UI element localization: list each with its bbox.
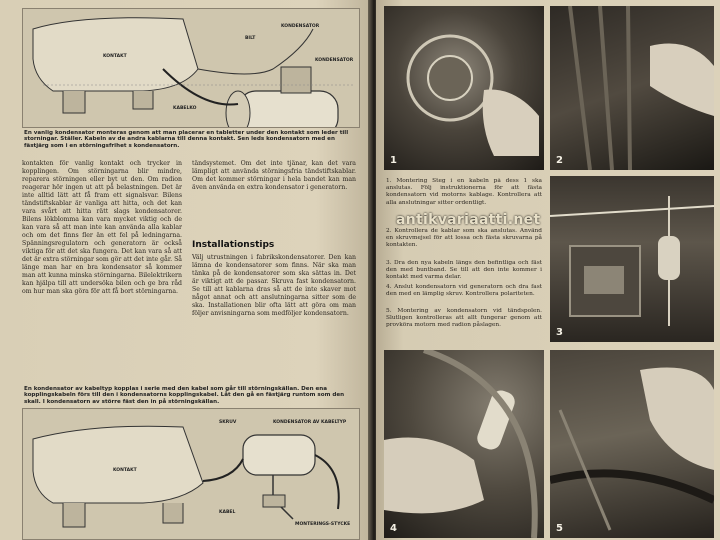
text-step-3: 3. Dra den nya kabeln längs den befintliga och fäst den med buntband. Se till att den inte kommer i kontakt med varma delar. bbox=[386, 260, 542, 281]
photo-5-hand-icon bbox=[550, 350, 714, 538]
photo-3-condenser-icon bbox=[550, 176, 714, 342]
text-step-2: 2. Kontrollera de kablar som ska anslutas. Använd en skruvmejsel för att lossa och fästa skruvarna på kontakten. bbox=[386, 228, 542, 249]
top-diagram bbox=[22, 8, 360, 128]
bottom-diagram-label-kabel: KABEL bbox=[219, 510, 236, 515]
top-diagram-label-kondensator-2: KONDENSATOR bbox=[315, 58, 354, 63]
top-diagram-label-bilt: BILT bbox=[245, 36, 256, 41]
top-diagram-label-kondensator-1: KONDENSATOR bbox=[281, 24, 320, 29]
text-step-4: 4. Anslut kondensatorn vid generatorn och dra fast den med en lämplig skruv. Kontrollera polariteten. bbox=[386, 284, 542, 298]
photo-4 bbox=[384, 350, 544, 538]
right-page bbox=[376, 0, 720, 540]
photo-2 bbox=[550, 6, 714, 170]
column-2-text-b: Välj utrustningen i fabrikskondensatorer. Den kan lämna de kondensatorer som finns. När ska man tänka på de kondensatorer som ska sättas in. Det är viktigt att de passar. Skruva fast kondensatorn. Se till att kablarna dras så att de inte skaver mot något annat och att anslutningarna sitter som de ska. Installationen blir ofta lätt att göra om man följer anvisningarna som medföljer kondensatorn. bbox=[192, 254, 356, 317]
photo-1-number: 1 bbox=[390, 155, 397, 166]
photo-3 bbox=[550, 176, 714, 342]
photo-4-hand-icon bbox=[384, 350, 544, 538]
bottom-diagram-label-kondensator: KONDENSATOR AV KABELTYP bbox=[273, 420, 347, 425]
bottom-diagram-label-kontakt: KONTAKT bbox=[113, 468, 137, 473]
top-diagram-drawing bbox=[23, 9, 359, 127]
photo-2-hand-icon bbox=[550, 6, 714, 170]
column-1-text: kontakten för vanlig kontakt och trycker in kopplingen. Om störningarna blir mindre, reparera störningen eller byt ut den. Om radion reagerar hör ingen ut att på belastningen. Det är inte alltid lätt att få fram ett signalsvar. Bilens tändstiftskablar är vanliga att hitta, och det kan vara svårt att hitta rätt slags kondensatorer. Bilens lökblomma kan vara mycket viktig och de kan vara så att man inte kan använda alla kablar och om det finns fler än ett fel på ledningarna. Spänningsregulatorn och generatorn är också viktiga för att det ska fungera. Det kan vara så att det är extra störningar som gör att det inte går. Så länge man har en bra kondensator så kommer man att kunna minska störningarna. Bilelektrikern kan hjälpa till att undersöka bilen och ge bra råd om hur man ska göra för att få bort störningarna. bbox=[22, 160, 182, 295]
photo-4-number: 4 bbox=[390, 523, 397, 534]
text-step-1: 1. Montering Steg i en kabeln på dess 1 ska anslutas. Följ instruktionerna för att fästa kondensatorn vid motorns kablage. Kontrollera att alla anslutningar sitter ordentligt. bbox=[386, 178, 542, 206]
top-diagram-label-kontakt: KONTAKT bbox=[103, 54, 127, 59]
top-diagram-label-kabelko: KABELKO bbox=[173, 106, 197, 111]
photo-1-coil-icon bbox=[384, 6, 544, 170]
bottom-diagram bbox=[22, 408, 360, 540]
text-step-5: 5. Montering av kondensatorn vid tändspolen. Slutligen kontrolleras att allt fungerar genom att provköra motorn med radion påslagen. bbox=[386, 308, 542, 329]
top-caption: En vanlig kondensator monteras genom att man placerar en tabletter under den kontakt som leder till storningar. Ställer. Kabeln av de andra kablarna till denna kontakt. Sen leds kondensatorn med en fästjärg som i en störningsfrihet s kondensatorn. bbox=[24, 130, 349, 149]
photo-5-number: 5 bbox=[556, 523, 563, 534]
photo-3-number: 3 bbox=[556, 327, 563, 338]
bottom-diagram-label-skruv: SKRUV bbox=[219, 420, 237, 425]
photo-5 bbox=[550, 350, 714, 538]
bottom-diagram-drawing bbox=[23, 409, 359, 539]
installation-heading: Installationstips bbox=[192, 240, 275, 250]
column-2-text-a: tändsystemet. Om det inte tjänar, kan det vara lämpligt att använda störningsfria tändstiftskablar. Om det kommer störningar i hela bandet kan man även använda en extra kondensator i generatorn. bbox=[192, 160, 356, 191]
bottom-caption: En kondensator av kabeltyp kopplas i serie med den kabel som går till störningskällan. Den ena kopplingskabeln förs till den i kondensatorns kopplingskabel. Låt den gå en fästjärg runtom som den skall. I kondensatorn av större fäst den in på störningskällan. bbox=[24, 386, 345, 405]
watermark: antikvariaatti.net bbox=[396, 212, 541, 228]
photo-2-number: 2 bbox=[556, 155, 563, 166]
bottom-diagram-label-monteringsstycke: MONTERINGS-STYCKE bbox=[295, 522, 351, 527]
photo-1 bbox=[384, 6, 544, 170]
